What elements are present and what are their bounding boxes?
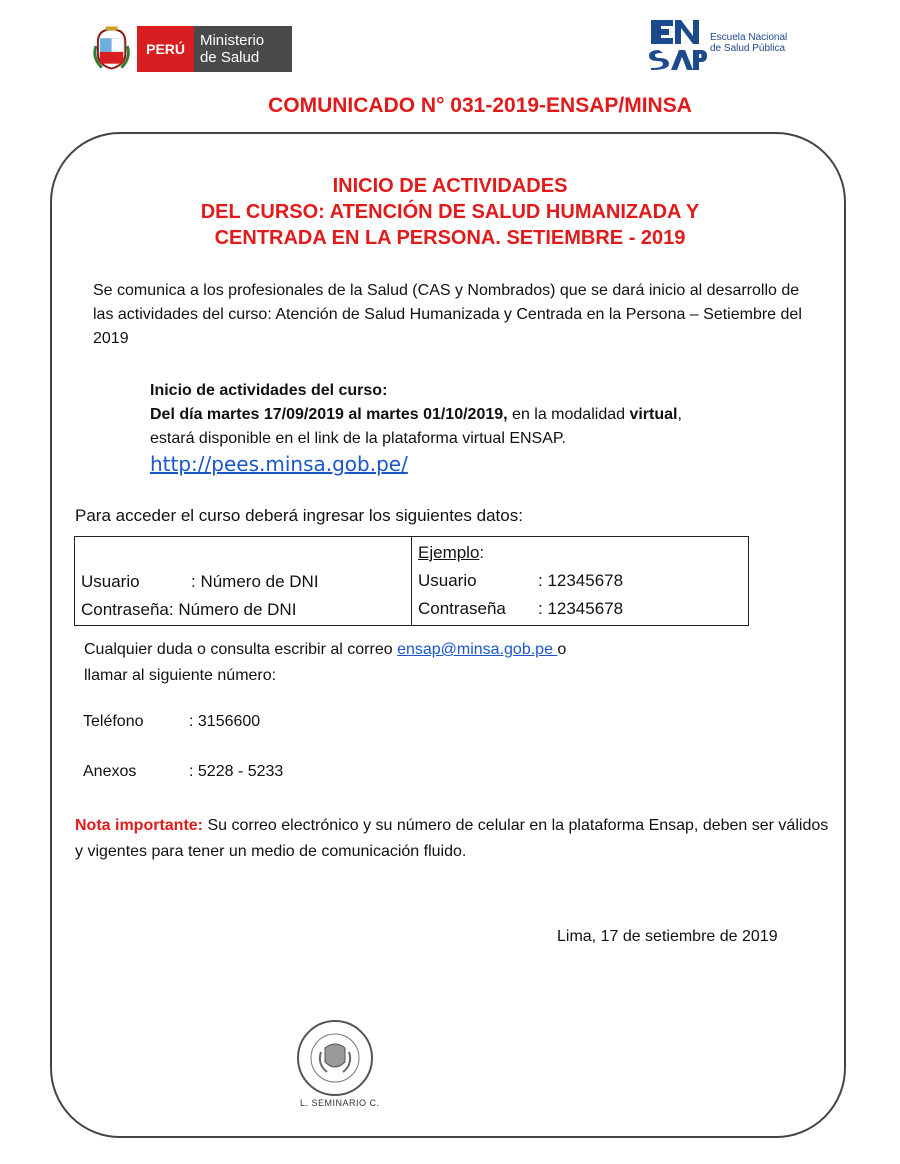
example-colon: : <box>479 543 485 562</box>
title-line-3: CENTRADA EN LA PERSONA. SETIEMBRE - 2019 <box>214 227 686 249</box>
inicio-body <box>150 403 810 451</box>
password-format-row <box>81 596 411 624</box>
intro-paragraph: Se comunica a los profesionales de la Salud (CAS y Nombrados) que se dará inicio al desarrollo de las actividades del curso: Atención de Salud Humanizada y Centrada en la Persona – Setiembre del 2019 <box>93 282 802 347</box>
user-label: Usuario <box>81 572 140 591</box>
example-password-value: : 12345678 <box>538 599 624 618</box>
user-value: : Número de DNI <box>191 572 319 591</box>
modalidad-post: , <box>677 406 682 423</box>
inicio-label: Inicio de actividades del curso: <box>150 382 388 399</box>
credentials-table <box>74 536 749 626</box>
contact-post: o <box>557 641 567 658</box>
contact-line2: llamar al siguiente número: <box>84 667 277 684</box>
ensap-monogram-icon <box>645 14 707 72</box>
modalidad-pre: en la modalidad <box>507 406 630 423</box>
notice-title <box>100 173 800 251</box>
contact-pre: Cualquier duda o consulta escribir al correo <box>84 641 398 658</box>
ministry-line1: Ministerio <box>199 32 265 49</box>
extensions-value: : 5228 - 5233 <box>189 763 284 780</box>
ensap-name-line1: Escuela Nacional <box>710 32 788 43</box>
title-line-2: DEL CURSO: ATENCIÓN DE SALUD HUMANIZADA Y <box>200 201 700 223</box>
document-date: Lima, 17 de setiembre de 2019 <box>557 928 778 945</box>
ensap-logo <box>645 12 815 72</box>
minsa-logo <box>92 26 292 72</box>
ministry-line2: de Salud <box>199 49 260 66</box>
signatory-name: L. SEMINARIO C. <box>300 1098 380 1108</box>
ministry-name <box>194 26 292 72</box>
example-user-label: Usuario <box>418 571 477 590</box>
ensap-name-line2: de Salud Pública <box>710 43 786 54</box>
peru-label: PERÚ <box>137 26 194 72</box>
user-format-row <box>81 568 411 596</box>
credentials-example <box>412 537 748 625</box>
note-text: Su correo electrónico y su número de celular en la plataforma Ensap, deben ser válidos y vigentes para tener un medio de comunicación fluido. <box>75 817 829 860</box>
peru-crest-icon <box>92 26 131 72</box>
extensions-label: Anexos <box>83 763 137 780</box>
example-heading <box>418 539 748 567</box>
contact-text <box>84 637 704 689</box>
platform-link[interactable]: http://pees.minsa.gob.pe/ <box>150 452 408 476</box>
example-user-value: : 12345678 <box>538 571 624 590</box>
password-label: Contraseña <box>81 600 169 619</box>
modalidad-virtual: virtual <box>629 406 678 423</box>
phone-label: Teléfono <box>83 713 144 730</box>
important-note <box>75 813 835 865</box>
credentials-format <box>75 537 412 625</box>
phone-value: : 3156600 <box>189 713 261 730</box>
ensap-name <box>710 32 787 54</box>
example-label: Ejemplo <box>418 543 480 562</box>
title-line-1: INICIO DE ACTIVIDADES <box>332 175 568 197</box>
extensions-row <box>83 763 283 781</box>
example-password-label: Contraseña <box>418 599 506 618</box>
access-instructions: Para acceder el curso deberá ingresar los siguientes datos: <box>75 506 523 525</box>
example-password-row <box>418 595 748 623</box>
note-label: Nota importante: <box>75 817 203 834</box>
official-seal-icon <box>295 1018 375 1098</box>
password-value: : Número de DNI <box>168 600 297 619</box>
disponible-text: estará disponible en el link de la plataforma virtual ENSAP. <box>150 430 566 447</box>
inicio-dates: Del día martes 17/09/2019 al martes 01/10/2019, <box>150 406 508 423</box>
example-user-row <box>418 567 748 595</box>
phone-row <box>83 713 260 731</box>
contact-email-link[interactable]: ensap@minsa.gob.pe <box>397 641 558 658</box>
comunicado-number: COMUNICADO N° 031-2019-ENSAP/MINSA <box>268 94 692 117</box>
